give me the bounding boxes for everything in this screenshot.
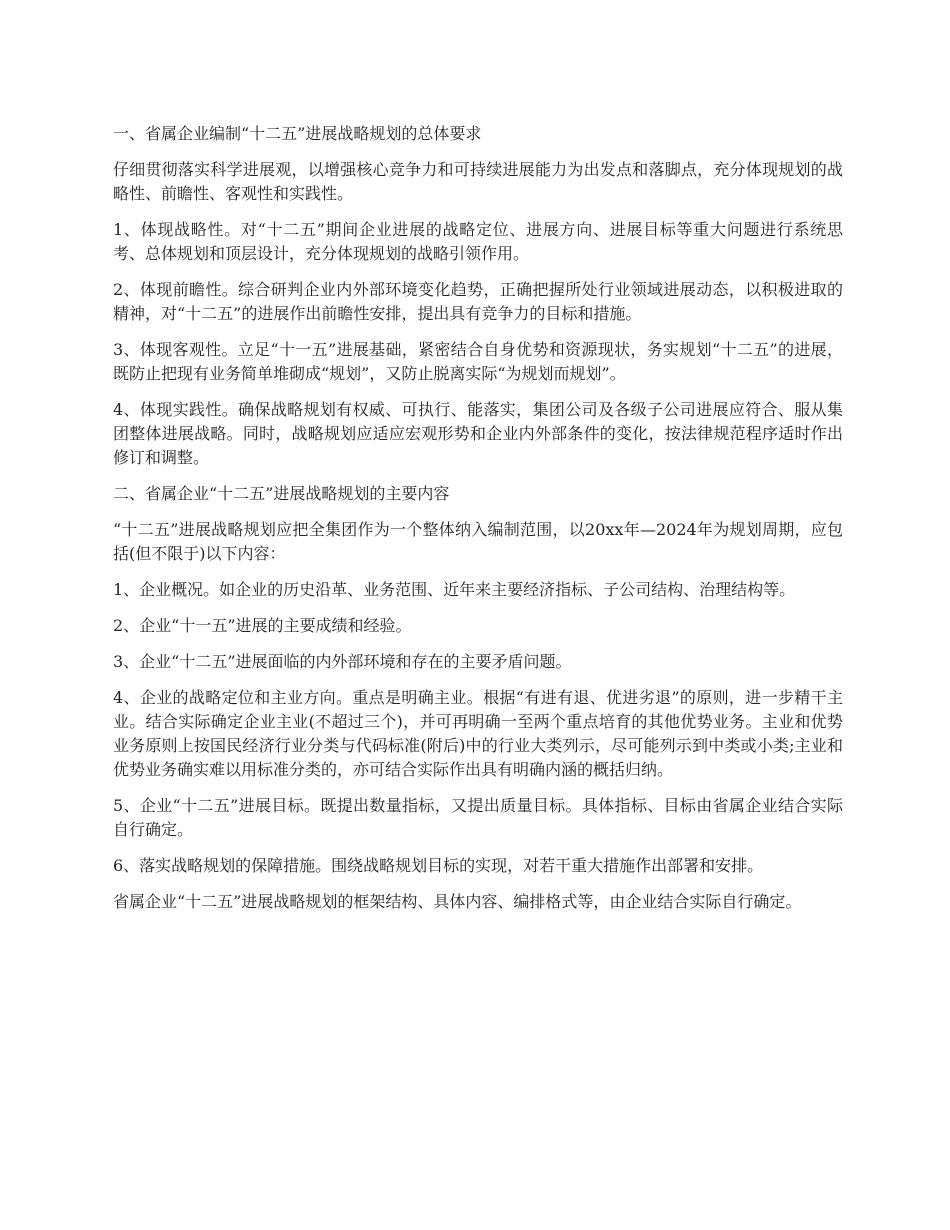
paragraph-content-5: 5、企业“十二五”进展目标。既提出数量指标，又提出质量目标。具体指标、目标由省属企业结合实际自行确定。: [113, 796, 843, 839]
paragraph-item-1: 1、体现战略性。对“十二五”期间企业进展的战略定位、进展方向、进展目标等重大问题进行系统思考、总体规划和顶层设计，充分体现规划的战略引领作用。: [113, 220, 843, 263]
paragraph-content-3: 3、企业“十二五”进展面临的内外部环境和存在的主要矛盾问题。: [113, 652, 572, 671]
paragraph-item-2: 2、体现前瞻性。综合研判企业内外部环境变化趋势，正确把握所处行业领域进展动态，以积极进取的精神，对“十二五”的进展作出前瞻性安排，提出具有竞争力的目标和措施。: [113, 280, 843, 323]
section-heading-2: 二、省属企业“十二五”进展战略规划的主要内容: [113, 484, 450, 503]
paragraph-item-3: 3、体现客观性。立足“十一五”进展基础，紧密结合自身优势和资源现状，务实规划“十二五”的进展，既防止把现有业务简单堆砌成“规划”，又防止脱离实际“为规划而规划”。: [113, 340, 843, 383]
paragraph-item-4: 4、体现实践性。确保战略规划有权威、可执行、能落实，集团公司及各级子公司进展应符合、服从集团整体进展战略。同时，战略规划应适应宏观形势和企业内外部条件的变化，按法律规范程序适时作出修订和调整。: [113, 400, 843, 467]
paragraph-closing: 省属企业“十二五”进展战略规划的框架结构、具体内容、编排格式等，由企业结合实际自行确定。: [113, 892, 802, 911]
paragraph-content-1: 1、企业概况。如企业的历史沿革、业务范围、近年来主要经济指标、子公司结构、治理结构等。: [113, 580, 796, 599]
paragraph-content-6: 6、落实战略规划的保障措施。围绕战略规划目标的实现，对若干重大措施作出部署和安排。: [113, 856, 764, 875]
paragraph-scope: “十二五”进展战略规划应把全集团作为一个整体纳入编制范围，以20xx年—2024年为规划周期，应包括(但不限于)以下内容：: [113, 520, 843, 563]
paragraph-content-4: 4、企业的战略定位和主业方向。重点是明确主业。根据“有进有退、优进劣退”的原则，进一步精干主业。结合实际确定企业主业(不超过三个)，并可再明确一至两个重点培育的其他优势业务。主业和优势业务原则上按国民经济行业分类与代码标准(附后)中的行业大类列示，尽可能列示到中类或小类;主业和优势业务确实难以用标准分类的，亦可结合实际作出具有明确内涵的概括归纳。: [113, 688, 843, 779]
paragraph-intro: 仔细贯彻落实科学进展观，以增强核心竞争力和可持续进展能力为出发点和落脚点，充分体现规划的战略性、前瞻性、客观性和实践性。: [113, 160, 843, 203]
section-heading-1: 一、省属企业编制“十二五”进展战略规划的总体要求: [113, 124, 482, 143]
paragraph-content-2: 2、企业“十一五”进展的主要成绩和经验。: [113, 616, 412, 635]
document-body: [113, 122, 843, 926]
